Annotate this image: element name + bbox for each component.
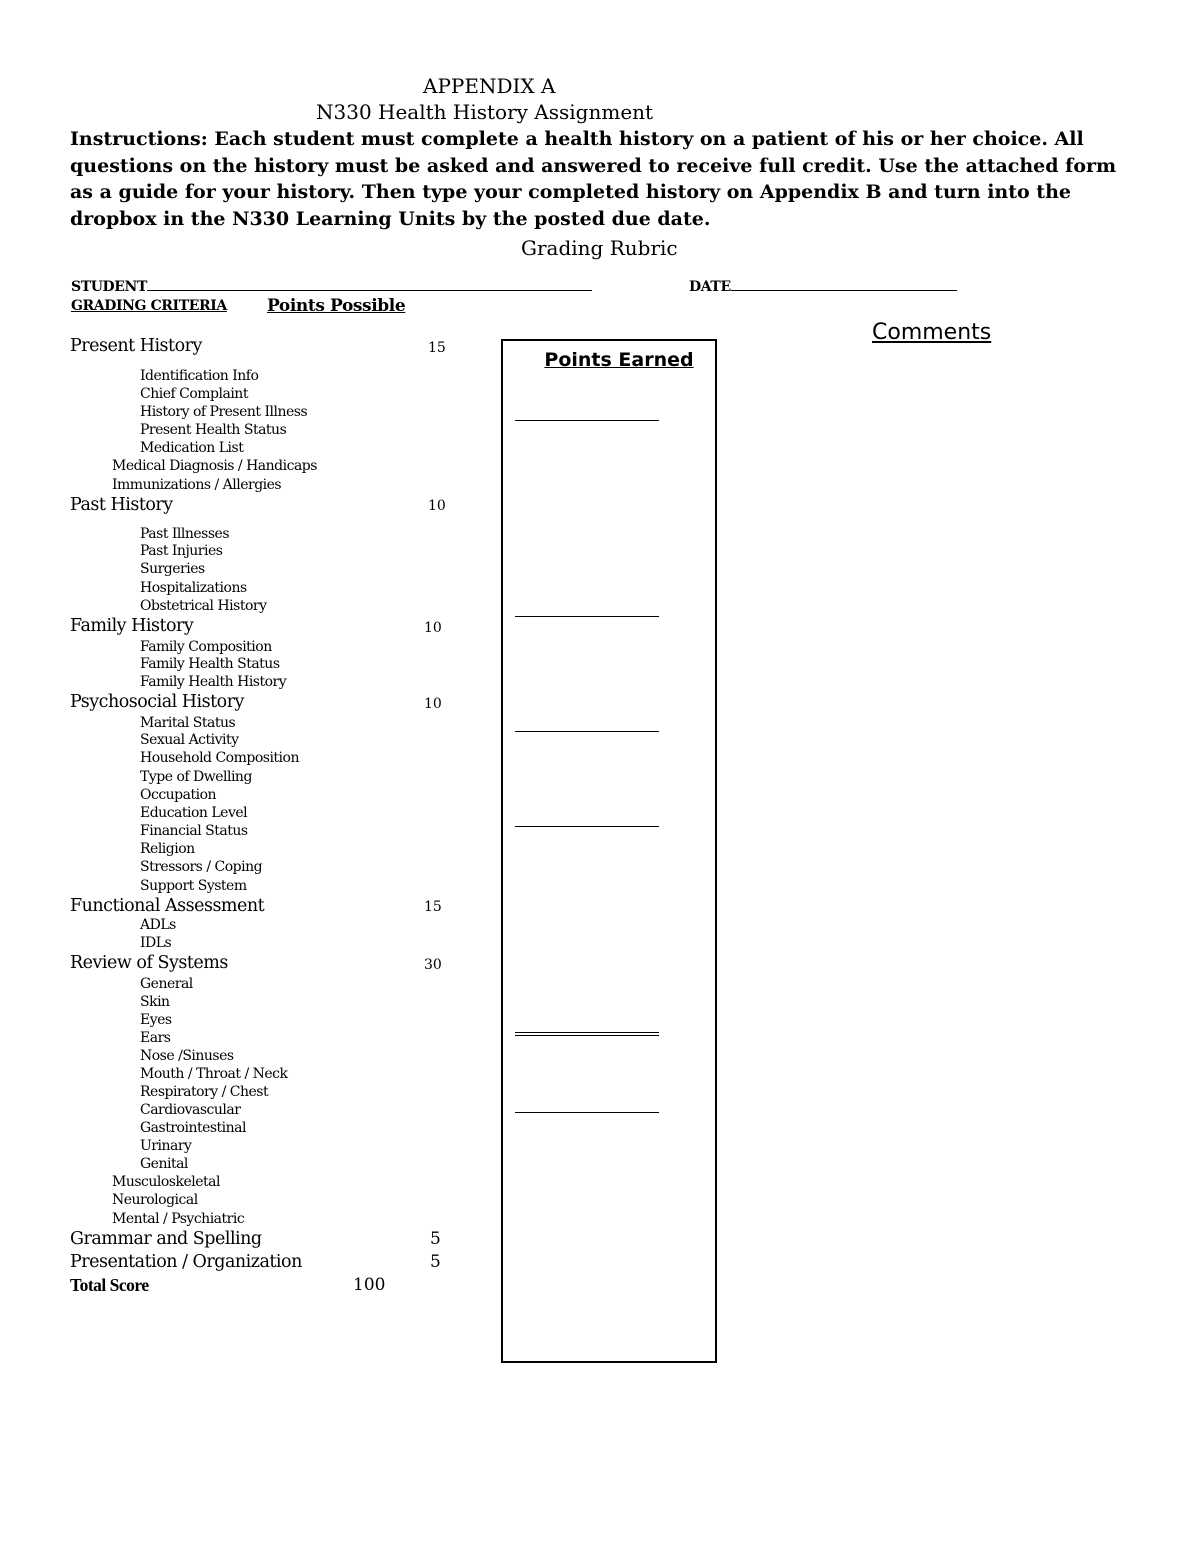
criteria-item: Immunizations / Allergies bbox=[112, 477, 282, 493]
date-label: DATE bbox=[689, 279, 731, 295]
criteria-item: Medical Diagnosis / Handicaps bbox=[112, 458, 317, 474]
criteria-item: Chief Complaint bbox=[140, 386, 248, 402]
rubric-title: Grading Rubric bbox=[521, 236, 678, 260]
points-possible: 5 bbox=[430, 1229, 441, 1249]
points-earned-blank[interactable] bbox=[515, 1032, 659, 1036]
criteria-item: History of Present Illness bbox=[140, 404, 308, 420]
criteria-item: Sexual Activity bbox=[140, 732, 239, 748]
criteria-item: Surgeries bbox=[140, 561, 205, 577]
criteria-item: Gastrointestinal bbox=[140, 1120, 246, 1136]
date-row bbox=[689, 279, 957, 295]
section-past-history: Past History bbox=[70, 495, 173, 515]
criteria-item: Nose /Sinuses bbox=[140, 1048, 234, 1064]
criteria-item: Urinary bbox=[140, 1138, 192, 1154]
points-earned-blank[interactable] bbox=[515, 420, 659, 421]
points-possible: 30 bbox=[424, 957, 442, 973]
section-grammar-spelling: Grammar and Spelling bbox=[70, 1229, 262, 1249]
criteria-item: Type of Dwelling bbox=[140, 769, 252, 785]
criteria-item: Occupation bbox=[140, 787, 217, 803]
criteria-item: Past Injuries bbox=[140, 543, 223, 559]
criteria-item: ADLs bbox=[140, 917, 176, 933]
points-earned-header: Points Earned bbox=[544, 349, 694, 371]
points-earned-box bbox=[501, 339, 717, 1363]
student-name-blank[interactable] bbox=[147, 290, 427, 291]
student-row bbox=[71, 279, 592, 295]
criteria-item: Musculoskeletal bbox=[112, 1174, 220, 1190]
criteria-item: Family Health History bbox=[140, 674, 287, 690]
section-family-history: Family History bbox=[70, 616, 194, 636]
criteria-item: Cardiovascular bbox=[140, 1102, 241, 1118]
criteria-item: Respiratory / Chest bbox=[140, 1084, 269, 1100]
section-present-history: Present History bbox=[70, 336, 202, 356]
comments-header: Comments bbox=[872, 320, 992, 345]
appendix-heading: APPENDIX A bbox=[423, 74, 556, 98]
criteria-item: Eyes bbox=[140, 1012, 172, 1028]
criteria-item: Financial Status bbox=[140, 823, 248, 839]
section-functional-assessment: Functional Assessment bbox=[70, 896, 265, 916]
criteria-item: Present Health Status bbox=[140, 422, 287, 438]
criteria-item: Obstetrical History bbox=[140, 598, 267, 614]
criteria-item: Skin bbox=[140, 994, 170, 1010]
points-possible-header: Points Possible bbox=[267, 296, 406, 316]
points-earned-blank[interactable] bbox=[515, 731, 659, 732]
criteria-item: Genital bbox=[140, 1156, 188, 1172]
points-earned-blank[interactable] bbox=[515, 616, 659, 617]
total-score-points: 100 bbox=[353, 1275, 386, 1295]
criteria-item: Education Level bbox=[140, 805, 248, 821]
date-blank[interactable] bbox=[731, 290, 957, 291]
points-possible: 5 bbox=[430, 1252, 441, 1272]
student-extra-blank[interactable] bbox=[427, 290, 592, 291]
points-possible: 15 bbox=[424, 899, 442, 915]
points-possible: 10 bbox=[424, 696, 442, 712]
points-earned-blank[interactable] bbox=[515, 1112, 659, 1113]
criteria-item: IDLs bbox=[140, 935, 172, 951]
criteria-item: Household Composition bbox=[140, 750, 299, 766]
criteria-item: Family Composition bbox=[140, 639, 272, 655]
criteria-item: Neurological bbox=[112, 1192, 198, 1208]
criteria-item: Identification Info bbox=[140, 368, 259, 384]
criteria-item: Religion bbox=[140, 841, 195, 857]
grading-criteria-header: GRADING CRITERIA bbox=[71, 298, 227, 314]
criteria-item: Mouth / Throat / Neck bbox=[140, 1066, 288, 1082]
section-presentation-organization: Presentation / Organization bbox=[70, 1252, 302, 1272]
points-possible: 10 bbox=[428, 498, 446, 514]
criteria-item: Support System bbox=[140, 878, 247, 894]
assignment-title: N330 Health History Assignment bbox=[316, 100, 654, 124]
section-psychosocial-history: Psychosocial History bbox=[70, 692, 244, 712]
points-earned-blank[interactable] bbox=[515, 826, 659, 827]
total-score-label: Total Score bbox=[70, 1275, 149, 1295]
instructions-text: Instructions: Each student must complete a health history on a patient of his or her choice. All questions on the history must be asked and answered to receive full credit. Use the attached form as a guide for your history. Then type your completed history on Appendix B and turn into the dropbox in the N330 Learning Units by the posted due date. bbox=[70, 128, 1117, 230]
criteria-item: Marital Status bbox=[140, 715, 236, 731]
criteria-item: General bbox=[140, 976, 193, 992]
criteria-item: Hospitalizations bbox=[140, 580, 247, 596]
section-review-of-systems: Review of Systems bbox=[70, 953, 228, 973]
criteria-item: Past Illnesses bbox=[140, 526, 230, 542]
student-label: STUDENT bbox=[71, 279, 147, 295]
criteria-item: Medication List bbox=[140, 440, 244, 456]
criteria-item: Family Health Status bbox=[140, 656, 280, 672]
criteria-item: Stressors / Coping bbox=[140, 859, 263, 875]
criteria-item: Ears bbox=[140, 1030, 171, 1046]
criteria-item: Mental / Psychiatric bbox=[112, 1211, 245, 1227]
points-possible: 10 bbox=[424, 620, 442, 636]
points-possible: 15 bbox=[428, 340, 446, 356]
